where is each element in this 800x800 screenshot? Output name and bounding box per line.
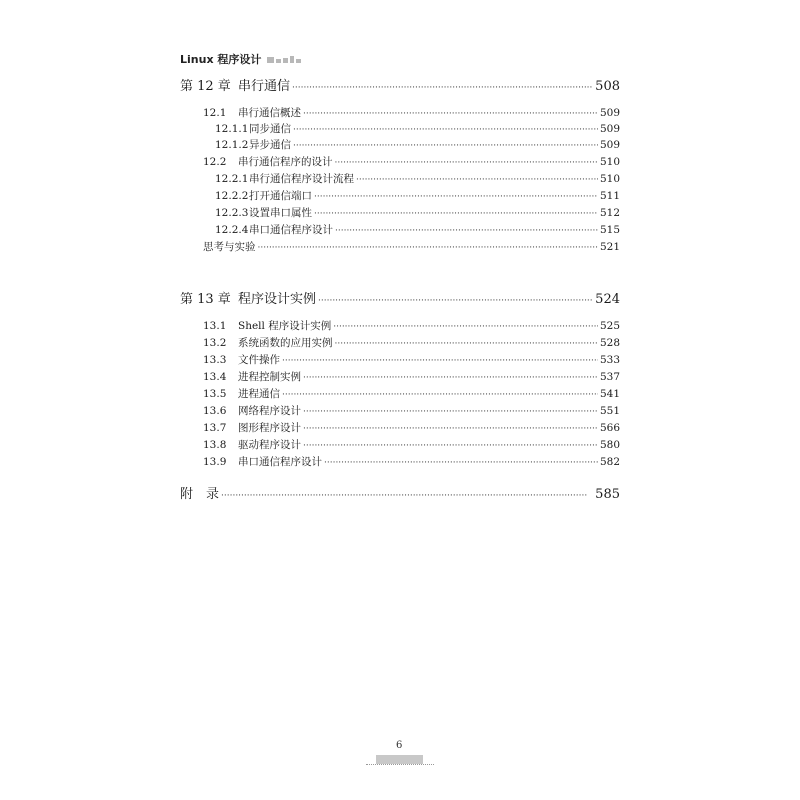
section-title: 进程控制实例 xyxy=(238,371,301,383)
dot-leader xyxy=(282,388,598,400)
dot-leader xyxy=(318,292,593,307)
section-title: 同步通信 xyxy=(249,123,291,135)
page-number: 509 xyxy=(599,123,620,135)
dot-leader xyxy=(303,107,598,119)
section-title: 异步通信 xyxy=(249,139,291,151)
page-number: 521 xyxy=(599,241,620,253)
section-title: 网络程序设计 xyxy=(238,405,301,417)
page-number: 566 xyxy=(599,422,620,434)
toc-entry[interactable] xyxy=(180,403,620,418)
toc-entry[interactable] xyxy=(180,105,620,120)
page-number: 509 xyxy=(599,107,620,119)
section-number: 13.1 xyxy=(203,320,227,332)
section-number: 13.6 xyxy=(203,405,227,417)
page-number: 551 xyxy=(599,405,620,417)
dot-leader xyxy=(314,190,598,202)
toc-entry[interactable] xyxy=(180,154,620,169)
section-number: 13.9 xyxy=(203,456,227,468)
page-number: 537 xyxy=(599,371,620,383)
toc-entry[interactable] xyxy=(180,137,620,152)
book-title: Linux 程序设计 xyxy=(180,53,262,66)
section-number: 13.5 xyxy=(203,388,227,400)
toc-entry[interactable] xyxy=(180,239,620,254)
page-number: 585 xyxy=(595,487,620,502)
dot-leader xyxy=(333,320,598,332)
page-number: 508 xyxy=(595,79,620,94)
dot-leader xyxy=(293,139,598,151)
dot-leader xyxy=(356,173,598,185)
toc-entry[interactable] xyxy=(180,318,620,333)
page-number: 510 xyxy=(599,173,620,185)
section-title: 串行通信程序设计流程 xyxy=(249,173,354,185)
dot-leader xyxy=(335,156,598,168)
page-number: 528 xyxy=(599,337,620,349)
page-number: 580 xyxy=(599,439,620,451)
dot-leader xyxy=(221,487,593,502)
dot-leader xyxy=(303,422,598,434)
page-number: 533 xyxy=(599,354,620,366)
page-number: 582 xyxy=(599,456,620,468)
running-header xyxy=(180,51,301,67)
section-title: 文件操作 xyxy=(238,354,280,366)
section-number: 12.1.1 xyxy=(215,123,249,135)
dot-leader xyxy=(324,456,598,468)
section-number: 13.3 xyxy=(203,354,227,366)
toc-entry[interactable] xyxy=(180,171,620,186)
section-title: 串行通信概述 xyxy=(238,107,301,119)
section-title: 驱动程序设计 xyxy=(238,439,301,451)
chapter-number: 第 12 章 xyxy=(180,79,231,94)
footer-page-number: 6 xyxy=(396,740,403,751)
page-number: 524 xyxy=(595,292,620,307)
chapter-number: 第 13 章 xyxy=(180,292,231,307)
section-number: 12.1.2 xyxy=(215,139,249,151)
page-number: 541 xyxy=(599,388,620,400)
toc-entry[interactable] xyxy=(180,188,620,203)
section-title: 进程通信 xyxy=(238,388,280,400)
page-number: 515 xyxy=(599,224,620,236)
section-title: 系统函数的应用实例 xyxy=(238,337,333,349)
toc-entry[interactable] xyxy=(180,369,620,384)
section-title: 串口通信程序设计 xyxy=(238,456,322,468)
dot-leader xyxy=(292,79,593,94)
section-number: 12.2.1 xyxy=(215,173,249,185)
toc-chapter-12[interactable] xyxy=(180,75,620,94)
toc-entry[interactable] xyxy=(180,335,620,350)
section-number: 13.7 xyxy=(203,422,227,434)
appendix-title: 附 录 xyxy=(180,487,220,502)
footer-decoration-bar xyxy=(376,755,423,764)
dot-leader xyxy=(335,224,598,236)
dot-leader xyxy=(314,207,598,219)
section-number: 12.2.2 xyxy=(215,190,249,202)
toc-chapter-13[interactable] xyxy=(180,288,620,307)
toc-entry[interactable] xyxy=(180,420,620,435)
section-title: 思考与实验 xyxy=(203,241,256,253)
dot-leader xyxy=(303,405,598,417)
section-number: 13.8 xyxy=(203,439,227,451)
page-number: 509 xyxy=(599,139,620,151)
page-number: 510 xyxy=(599,156,620,168)
toc-appendix[interactable] xyxy=(180,483,620,502)
toc-entry[interactable] xyxy=(180,437,620,452)
dot-leader xyxy=(335,337,598,349)
section-title: 设置串口属性 xyxy=(249,207,312,219)
chapter-title: 程序设计实例 xyxy=(238,292,317,307)
section-title: 打开通信端口 xyxy=(249,190,312,202)
dot-leader xyxy=(282,354,598,366)
footer-dotted-line xyxy=(366,764,434,765)
section-number: 12.2.4 xyxy=(215,224,249,236)
section-title: 串行通信程序的设计 xyxy=(238,156,333,168)
dot-leader xyxy=(303,371,598,383)
page-number: 512 xyxy=(599,207,620,219)
dot-leader xyxy=(258,241,598,253)
toc-entry[interactable] xyxy=(180,222,620,237)
section-title: 图形程序设计 xyxy=(238,422,301,434)
section-number: 13.4 xyxy=(203,371,227,383)
section-title: Shell 程序设计实例 xyxy=(238,320,332,332)
toc-entry[interactable] xyxy=(180,205,620,220)
section-number: 13.2 xyxy=(203,337,227,349)
dot-leader xyxy=(303,439,598,451)
toc-entry[interactable] xyxy=(180,352,620,367)
header-decoration xyxy=(267,56,301,63)
page-number: 525 xyxy=(599,320,620,332)
section-title: 串口通信程序设计 xyxy=(249,224,333,236)
section-number: 12.2.3 xyxy=(215,207,249,219)
toc-entry[interactable] xyxy=(180,454,620,469)
chapter-title: 串行通信 xyxy=(238,79,291,94)
toc-entry[interactable] xyxy=(180,386,620,401)
section-number: 12.1 xyxy=(203,107,227,119)
toc-entry[interactable] xyxy=(180,121,620,136)
page-number: 511 xyxy=(599,190,620,202)
dot-leader xyxy=(293,123,598,135)
section-number: 12.2 xyxy=(203,156,227,168)
